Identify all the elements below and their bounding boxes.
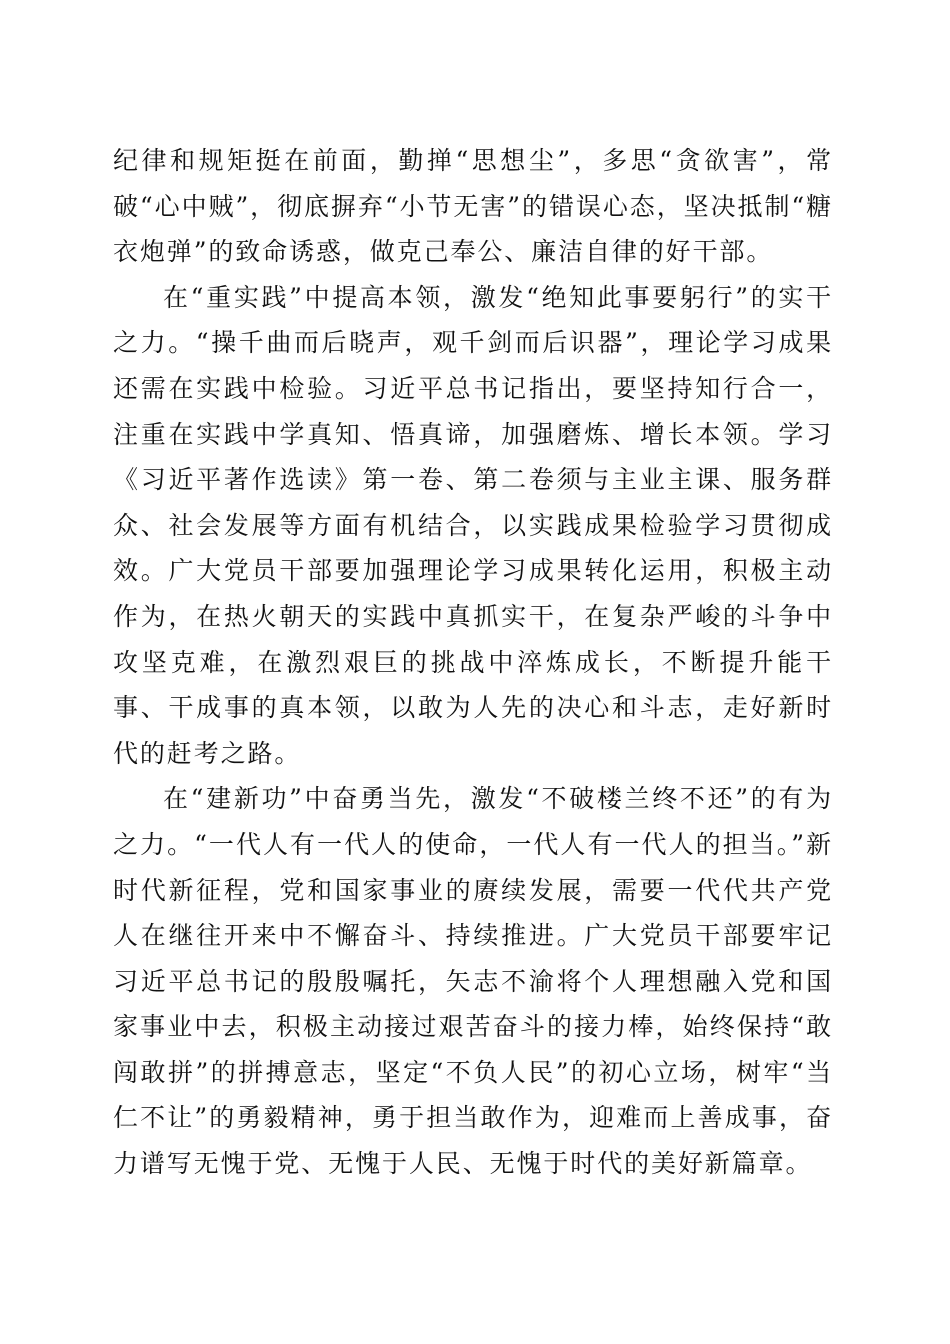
paragraph-3: 在“建新功”中奋勇当先，激发“不破楼兰终不还”的有为之力。“一代人有一代人的使命，一代人有一代人的担当。”新时代新征程，党和国家事业的赓续发展，需要一代代共产党人在继往开来中不懈奋斗、持续推进。广大党员干部要牢记习近平总书记的殷殷嘱托，矢志不渝将个人理想融入党和国家事业中去，积极主动接过艰苦奋斗的接力棒，始终保持“敢闯敢拼”的拼搏意志，坚定“不负人民”的初心立场，树牢“当仁不让”的勇毅精神，勇于担当敢作为，迎难而上善成事，奋力谱写无愧于党、无愧于人民、无愧于时代的美好新篇章。 — [113, 784, 833, 1179]
paragraph-1: 纪律和规矩挺在前面，勤掸“思想尘”，多思“贪欲害”，常破“心中贼”，彻底摒弃“小节无害”的错误心态，坚决抵制“糖衣炮弹”的致命诱惑，做克己奉公、廉洁自律的好干部。 — [113, 146, 833, 267]
body-text — [113, 138, 833, 1187]
paragraph-2: 在“重实践”中提高本领，激发“绝知此事要躬行”的实干之力。“操千曲而后晓声，观千剑而后识器”，理论学习成果还需在实践中检验。习近平总书记指出，要坚持知行合一，注重在实践中学真知、悟真谛，加强磨炼、增长本领。学习《习近平著作选读》第一卷、第二卷须与主业主课、服务群众、社会发展等方面有机结合，以实践成果检验学习贯彻成效。广大党员干部要加强理论学习成果转化运用，积极主动作为，在热火朝天的实践中真抓实干，在复杂严峻的斗争中攻坚克难，在激烈艰巨的挑战中淬炼成长，不断提升能干事、干成事的真本领，以敢为人先的决心和斗志，走好新时代的赶考之路。 — [113, 282, 833, 768]
